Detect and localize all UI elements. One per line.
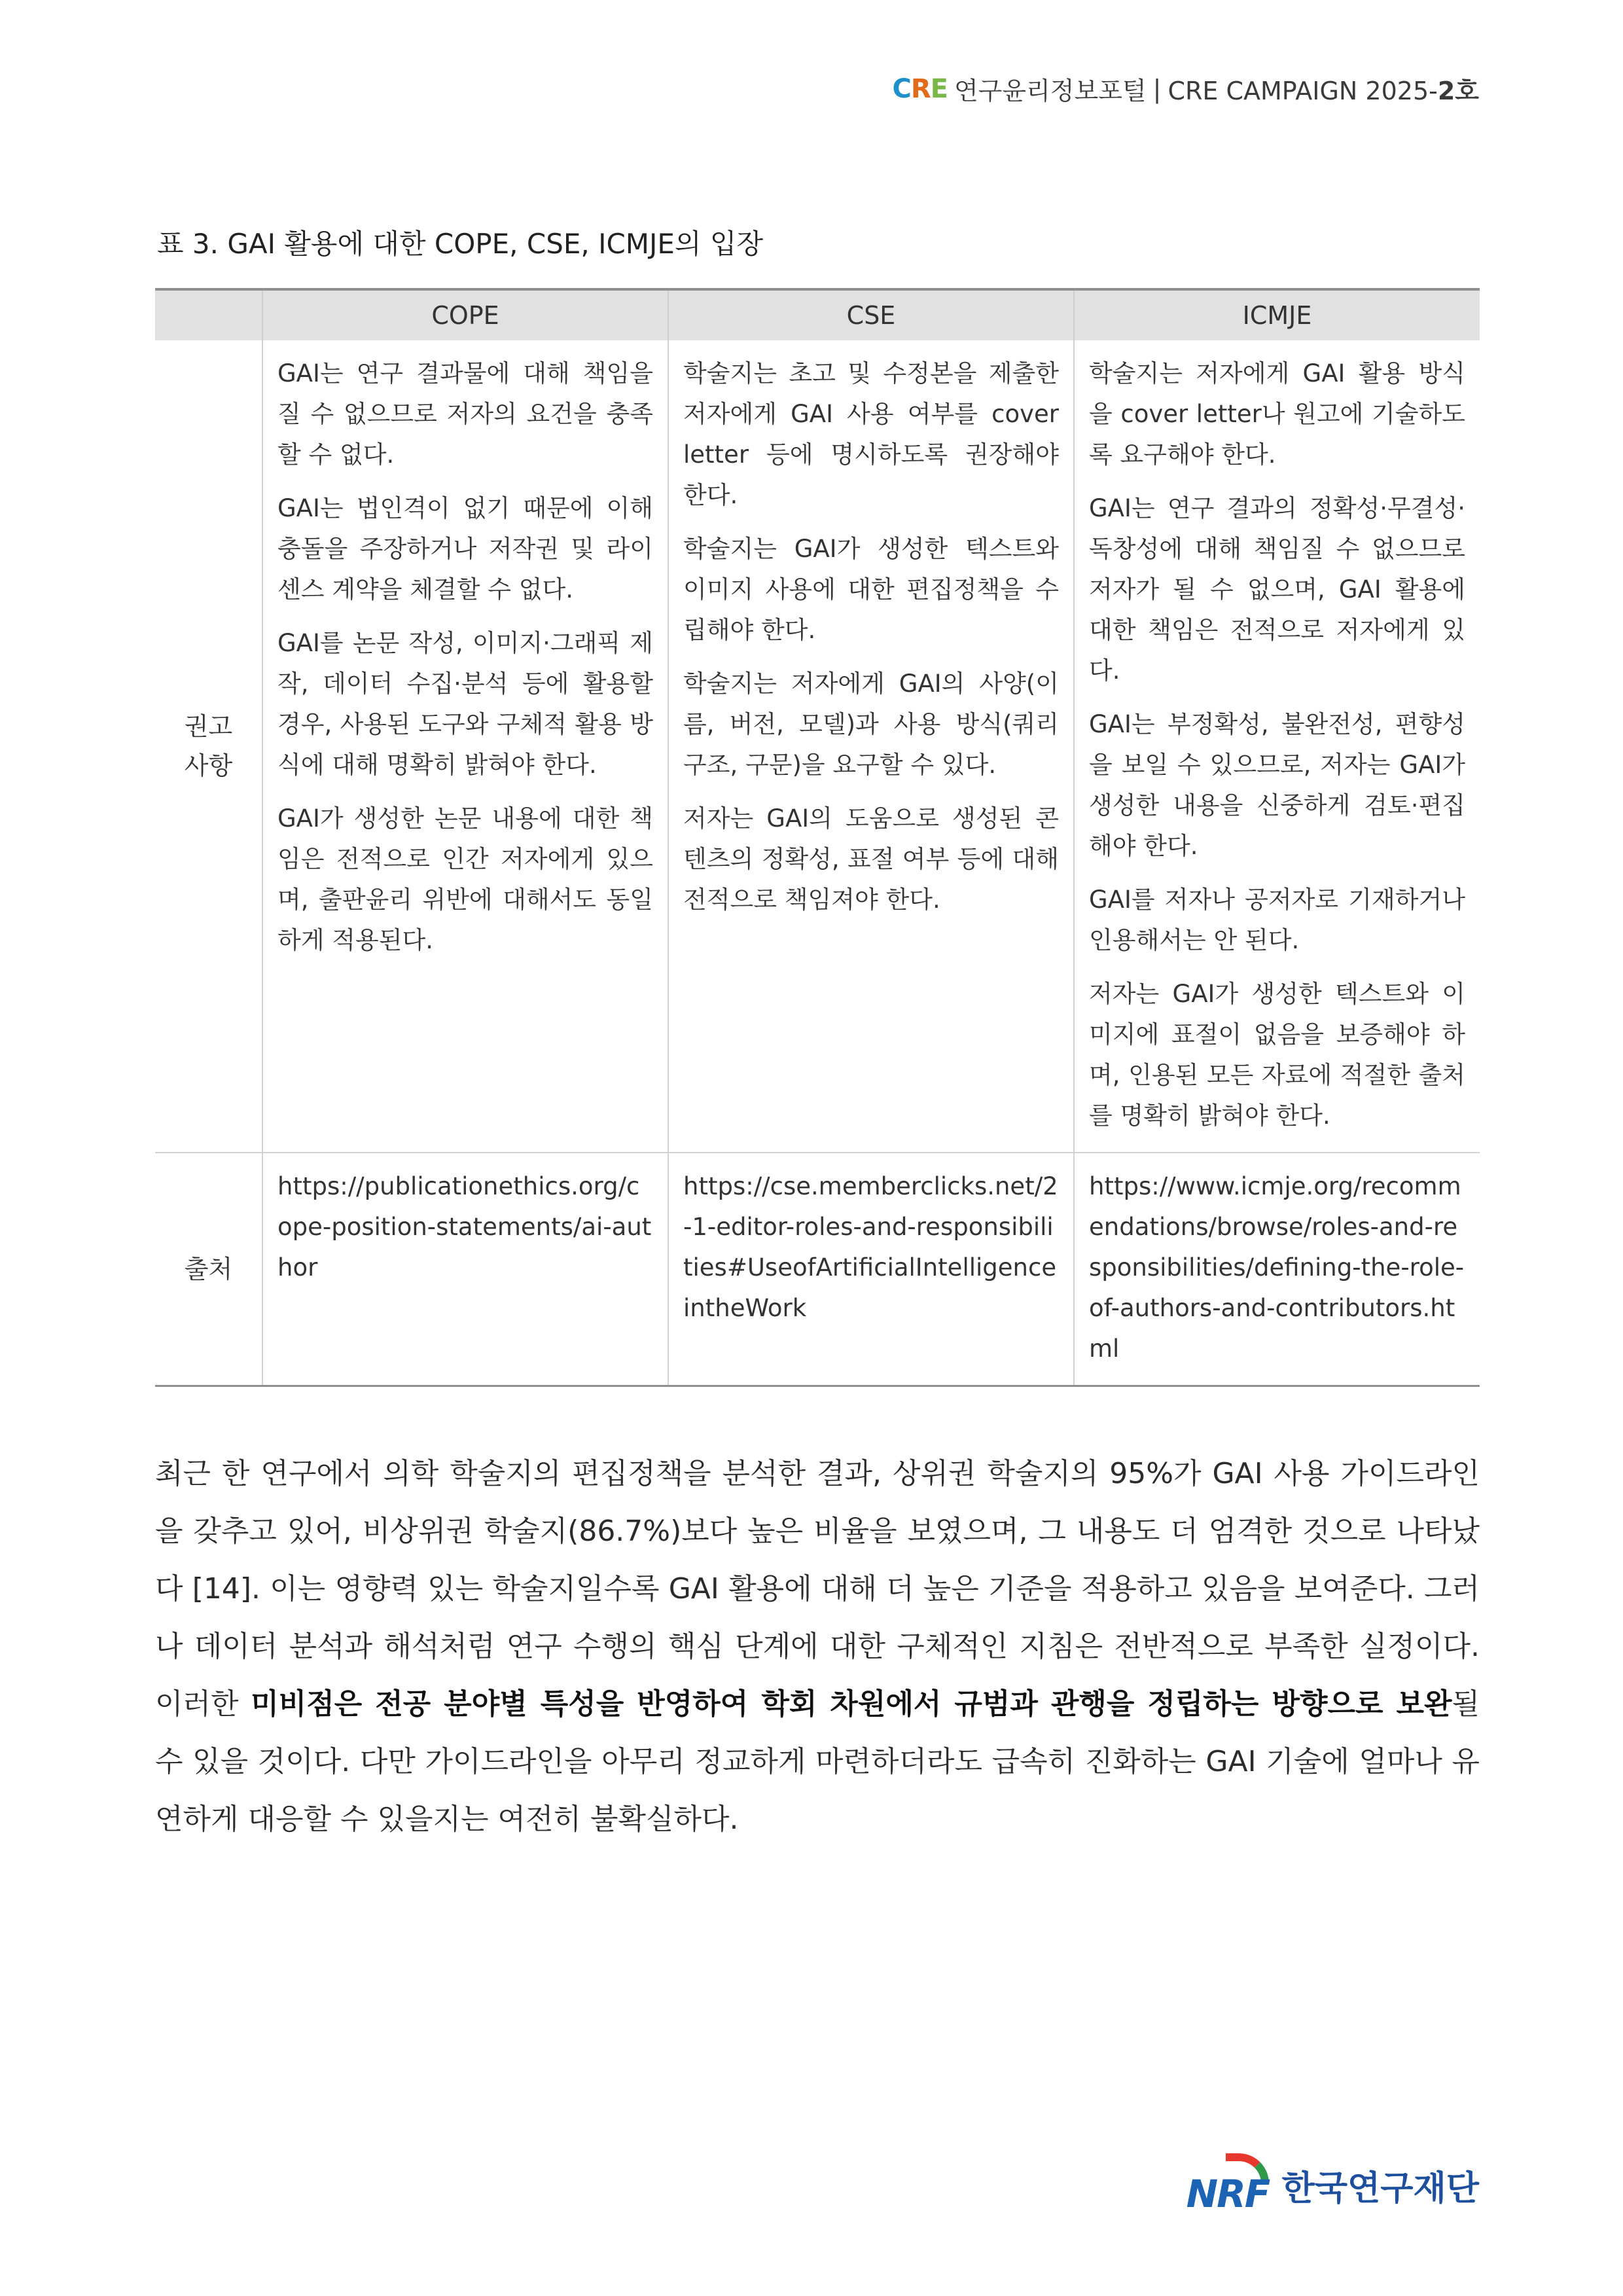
header-cse: CSE (668, 289, 1074, 340)
list-item: 학술지는 저자에게 GAI 활용 방식을 cover letter나 원고에 기술하도록 요구해야 한다. (1089, 359, 1465, 469)
icmje-recommendations (1074, 340, 1480, 1153)
list-item: 저자는 GAI의 도움으로 생성된 콘텐츠의 정확성, 표절 여부 등에 대해 전적으로 책임져야 한다. (683, 804, 1059, 914)
icmje-source-link[interactable]: https://www.icmje.org/recommendations/browse/roles-and-responsibilities/defining-the-role-of-authors-and-contributors.html (1074, 1153, 1480, 1386)
list-item: 학술지는 초고 및 수정본을 제출한 저자에게 GAI 사용 여부를 cover letter 등에 명시하도록 권장해야 한다. (683, 359, 1059, 509)
list-item: 학술지는 저자에게 GAI의 사양(이름, 버전, 모델)과 사용 방식(쿼리 구조, 구문)을 요구할 수 있다. (683, 670, 1059, 779)
list-item: GAI는 연구 결과의 정확성·무결성·독창성에 대해 책임질 수 없으므로 저자가 될 수 없으며, GAI 활용에 대한 책임은 전적으로 저자에게 있다. (1089, 494, 1465, 685)
nrf-logo-text: NRF (1186, 2172, 1270, 2216)
nrf-logo (1186, 2153, 1479, 2216)
list-item: GAI가 생성한 논문 내용에 대한 책임은 전적으로 인간 저자에게 있으며, 출판윤리 위반에 대해서도 동일하게 적용된다. (277, 804, 653, 954)
table-header-row (155, 289, 1480, 340)
list-item: GAI는 부정확성, 불완전성, 편향성을 보일 수 있으므로, 저자는 GAI가 생성한 내용을 신중하게 검토·편집해야 한다. (1089, 710, 1465, 860)
nrf-org-name: 한국연구재단 (1281, 2168, 1479, 2208)
policy-table (155, 288, 1480, 1387)
campaign-title: CRE CAMPAIGN 2025-2호 (1168, 77, 1479, 105)
recommendations-label: 권고 사항 (155, 340, 262, 1153)
list-item: 저자는 GAI가 생성한 텍스트와 이미지에 표절이 없음을 보증해야 하며, 인용된 모든 자료에 적절한 출처를 명확히 밝혀야 한다. (1089, 980, 1465, 1130)
list-item: 학술지는 GAI가 생성한 텍스트와 이미지 사용에 대한 편집정책을 수립해야 한다. (683, 535, 1059, 644)
list-item: GAI를 논문 작성, 이미지·그래픽 제작, 데이터 수집·분석 등에 활용할 경우, 사용된 도구와 구체적 활용 방식에 대해 명확히 밝혀야 한다. (277, 629, 653, 779)
cope-recommendations (262, 340, 668, 1153)
header-separator: | (1152, 74, 1162, 103)
recommendations-row (155, 340, 1480, 1153)
portal-name: 연구윤리정보포털 (954, 77, 1147, 105)
list-item: GAI는 연구 결과물에 대해 책임을 질 수 없으므로 저자의 요건을 충족할 수 없다. (277, 359, 653, 469)
page-header (892, 71, 1479, 107)
header-blank (155, 289, 262, 340)
header-icmje: ICMJE (1074, 289, 1480, 340)
table-caption: 표 3. GAI 활용에 대한 COPE, CSE, ICMJE의 입장 (157, 228, 764, 260)
body-paragraph: 최근 한 연구에서 의학 학술지의 편집정책을 분석한 결과, 상위권 학술지의 95%가 GAI 사용 가이드라인을 갖추고 있어, 비상위권 학술지(86.7%)보다 높은 비율을 보였으며, 그 내용도 더 엄격한 것으로 나타났다 [14]. 이는 영향력 있는 학술지일수록 GAI 활용에 대해 더 높은 기준을 적용하고 있음을 보여준다. 그러나 데이터 분석과 해석처럼 연구 수행의 핵심 단계에 대한 구체적인 지침은 전반적으로 부족한 실정이다. 이러한 미비점은 전공 분야별 특성을 반영하여 학회 차원에서 규범과 관행을 정립하는 방향으로 보완될 수 있을 것이다. 다만 가이드라인을 아무리 정교하게 마련하더라도 급속히 진화하는 GAI 기술에 얼마나 유연하게 대응할 수 있을지는 여전히 불확실하다. (155, 1457, 1480, 1836)
highlighted-text: 미비점은 전공 분야별 특성을 반영하여 학회 차원에서 규범과 관행을 정립하는 방향으로 보완 (251, 1687, 1452, 1721)
sources-label: 출처 (155, 1153, 262, 1386)
list-item: GAI를 저자나 공저자로 기재하거나 인용해서는 안 된다. (1089, 886, 1465, 954)
cse-source-link[interactable]: https://cse.memberclicks.net/2-1-editor-roles-and-responsibilities#UseofArtificialIntelligenceintheWork (668, 1153, 1074, 1386)
header-cope: COPE (262, 289, 668, 340)
cope-source-link[interactable]: https://publicationethics.org/cope-position-statements/ai-author (262, 1153, 668, 1386)
list-item: GAI는 법인격이 없기 때문에 이해충돌을 주장하거나 저작권 및 라이센스 계약을 체결할 수 없다. (277, 494, 653, 603)
sources-row (155, 1153, 1480, 1386)
cre-logo: CRE (892, 73, 948, 104)
cse-recommendations (668, 340, 1074, 1153)
nrf-mark (1186, 2153, 1273, 2216)
